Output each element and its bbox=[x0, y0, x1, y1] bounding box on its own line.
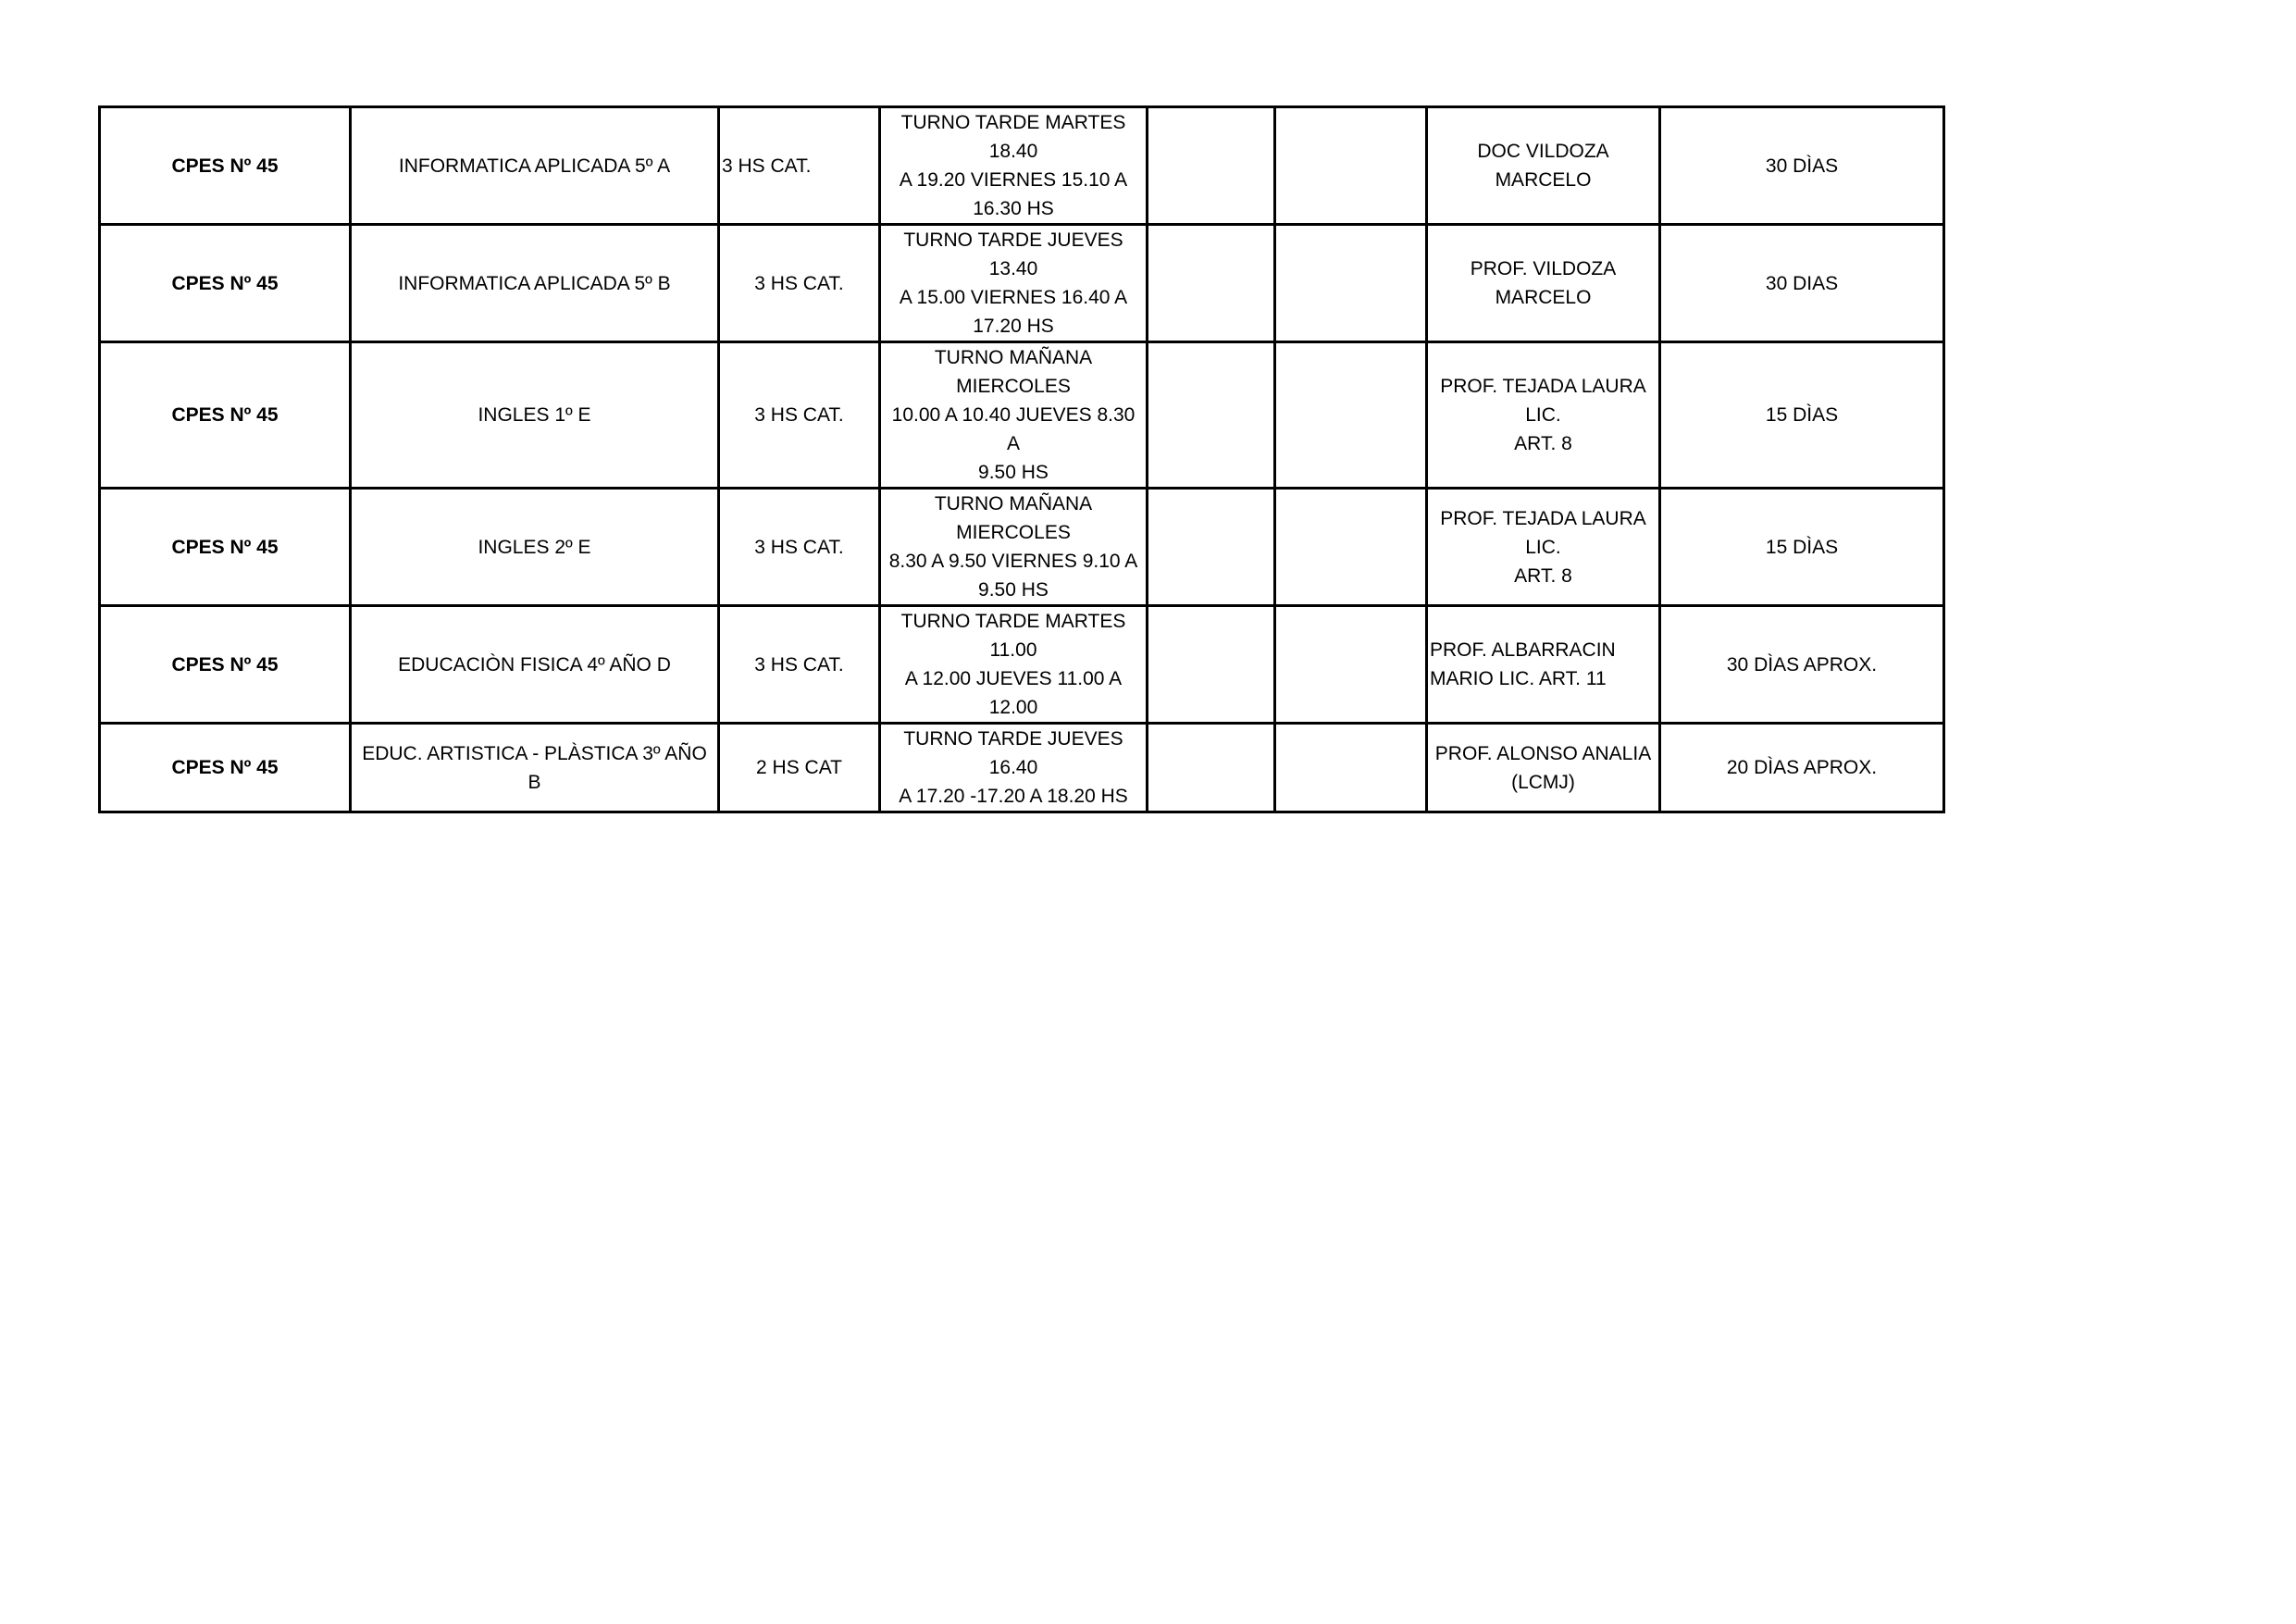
empty-cell bbox=[1148, 107, 1275, 225]
empty-cell bbox=[1275, 225, 1427, 342]
school-cell: CPES Nº 45 bbox=[100, 107, 351, 225]
hours-cell: 3 HS CAT. bbox=[719, 606, 880, 724]
hours-cell: 3 HS CAT. bbox=[719, 489, 880, 606]
table-row bbox=[100, 225, 1944, 342]
empty-cell bbox=[1148, 489, 1275, 606]
duration-cell: 15 DÌAS bbox=[1660, 342, 1944, 489]
school-cell: CPES Nº 45 bbox=[100, 225, 351, 342]
hours-cell: 3 HS CAT. bbox=[719, 107, 880, 225]
teacher-cell: DOC VILDOZA MARCELO bbox=[1427, 107, 1660, 225]
schedule-cell: TURNO TARDE JUEVES 16.40 A 17.20 -17.20 A 18.20 HS bbox=[880, 724, 1148, 812]
empty-cell bbox=[1275, 724, 1427, 812]
empty-cell bbox=[1275, 107, 1427, 225]
subject-cell: INGLES 2º E bbox=[351, 489, 719, 606]
schedule-cell: TURNO TARDE JUEVES 13.40 A 15.00 VIERNES 16.40 A 17.20 HS bbox=[880, 225, 1148, 342]
duration-cell: 30 DÌAS APROX. bbox=[1660, 606, 1944, 724]
schedule-cell: TURNO TARDE MARTES 11.00 A 12.00 JUEVES 11.00 A 12.00 bbox=[880, 606, 1148, 724]
schedule-cell: TURNO TARDE MARTES 18.40 A 19.20 VIERNES 15.10 A 16.30 HS bbox=[880, 107, 1148, 225]
table-row bbox=[100, 489, 1944, 606]
school-cell: CPES Nº 45 bbox=[100, 489, 351, 606]
empty-cell bbox=[1275, 606, 1427, 724]
hours-cell: 3 HS CAT. bbox=[719, 225, 880, 342]
school-cell: CPES Nº 45 bbox=[100, 342, 351, 489]
hours-cell: 3 HS CAT. bbox=[719, 342, 880, 489]
empty-cell bbox=[1148, 225, 1275, 342]
school-cell: CPES Nº 45 bbox=[100, 606, 351, 724]
duration-cell: 15 DÌAS bbox=[1660, 489, 1944, 606]
empty-cell bbox=[1275, 489, 1427, 606]
teacher-cell: PROF. VILDOZA MARCELO bbox=[1427, 225, 1660, 342]
table-row bbox=[100, 606, 1944, 724]
teacher-cell: PROF. ALBARRACIN MARIO LIC. ART. 11 bbox=[1427, 606, 1660, 724]
teacher-cell: PROF. TEJADA LAURA LIC. ART. 8 bbox=[1427, 489, 1660, 606]
schedule-cell: TURNO MAÑANA MIERCOLES 8.30 A 9.50 VIERNES 9.10 A 9.50 HS bbox=[880, 489, 1148, 606]
subject-cell: INGLES 1º E bbox=[351, 342, 719, 489]
subject-cell: EDUC. ARTISTICA - PLÀSTICA 3º AÑO B bbox=[351, 724, 719, 812]
empty-cell bbox=[1148, 724, 1275, 812]
duration-cell: 30 DIAS bbox=[1660, 225, 1944, 342]
subject-cell: INFORMATICA APLICADA 5º A bbox=[351, 107, 719, 225]
school-cell: CPES Nº 45 bbox=[100, 724, 351, 812]
teacher-cell: PROF. TEJADA LAURA LIC. ART. 8 bbox=[1427, 342, 1660, 489]
hours-cell: 2 HS CAT bbox=[719, 724, 880, 812]
empty-cell bbox=[1148, 342, 1275, 489]
coverage-table bbox=[98, 105, 1945, 813]
subject-cell: EDUCACIÒN FISICA 4º AÑO D bbox=[351, 606, 719, 724]
empty-cell bbox=[1148, 606, 1275, 724]
teacher-cell: PROF. ALONSO ANALIA (LCMJ) bbox=[1427, 724, 1660, 812]
table-row bbox=[100, 724, 1944, 812]
table-row bbox=[100, 107, 1944, 225]
duration-cell: 20 DÌAS APROX. bbox=[1660, 724, 1944, 812]
empty-cell bbox=[1275, 342, 1427, 489]
duration-cell: 30 DÌAS bbox=[1660, 107, 1944, 225]
subject-cell: INFORMATICA APLICADA 5º B bbox=[351, 225, 719, 342]
table-row bbox=[100, 342, 1944, 489]
schedule-cell: TURNO MAÑANA MIERCOLES 10.00 A 10.40 JUEVES 8.30 A 9.50 HS bbox=[880, 342, 1148, 489]
